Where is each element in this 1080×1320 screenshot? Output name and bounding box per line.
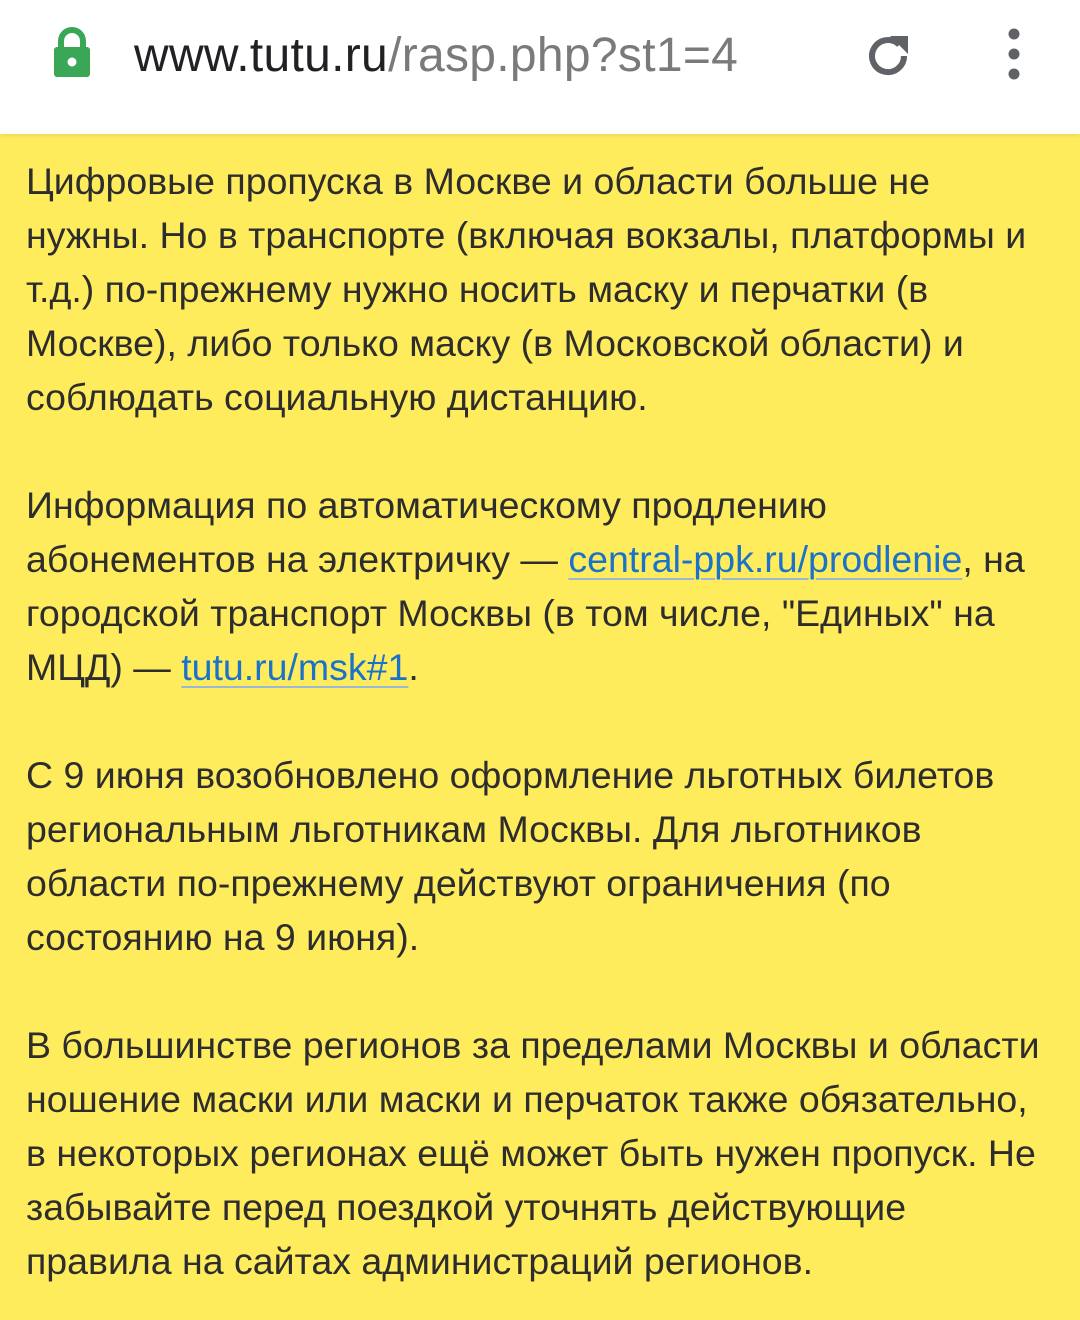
browser-address-bar (0, 0, 1080, 134)
url-host: www.tutu.ru (134, 29, 389, 82)
more-vert-icon[interactable] (996, 24, 1032, 84)
reload-icon[interactable] (860, 28, 916, 84)
notice-text: . (408, 646, 419, 688)
url-path: /rasp.php?st1=4 (388, 29, 739, 82)
notice-paragraph-subscriptions (26, 478, 1054, 694)
lock-icon[interactable] (52, 26, 92, 80)
notice-text: , на городской транспорт Москвы (в том числе, "Единых" на МЦД) — (26, 538, 1025, 688)
notice-paragraph-passes: Цифровые пропуска в Москве и области больше не нужны. Но в транспорте (включая вокзалы, платформы и т.д.) по-прежнему нужно носить маску и перчатки (в Москве), либо только маску (в Московской области) и соблюдать социальную дистанцию. (26, 160, 1027, 418)
url-field[interactable] (134, 24, 820, 88)
covid-notice-banner (0, 134, 1080, 1320)
notice-paragraph-regions: В большинстве регионов за пределами Москвы и области ношение маски или маски и перчаток также обязательно, в некоторых регионах ещё может быть нужен пропуск. Не забывайте перед поездкой уточнять действующие правила на сайтах администраций регионов. (26, 1024, 1040, 1282)
notice-text: Информация по автоматическому продлению абонементов на электричку — (26, 484, 827, 580)
tutu-msk-link[interactable]: tutu.ru/msk#1 (181, 646, 409, 688)
notice-paragraph-benefits: С 9 июня возобновлено оформление льготных билетов региональным льготникам Москвы. Для льготников области по-прежнему действуют ограничения (по состоянию на 9 июня). (26, 754, 995, 958)
central-ppk-link[interactable]: central-ppk.ru/prodlenie (568, 538, 963, 580)
